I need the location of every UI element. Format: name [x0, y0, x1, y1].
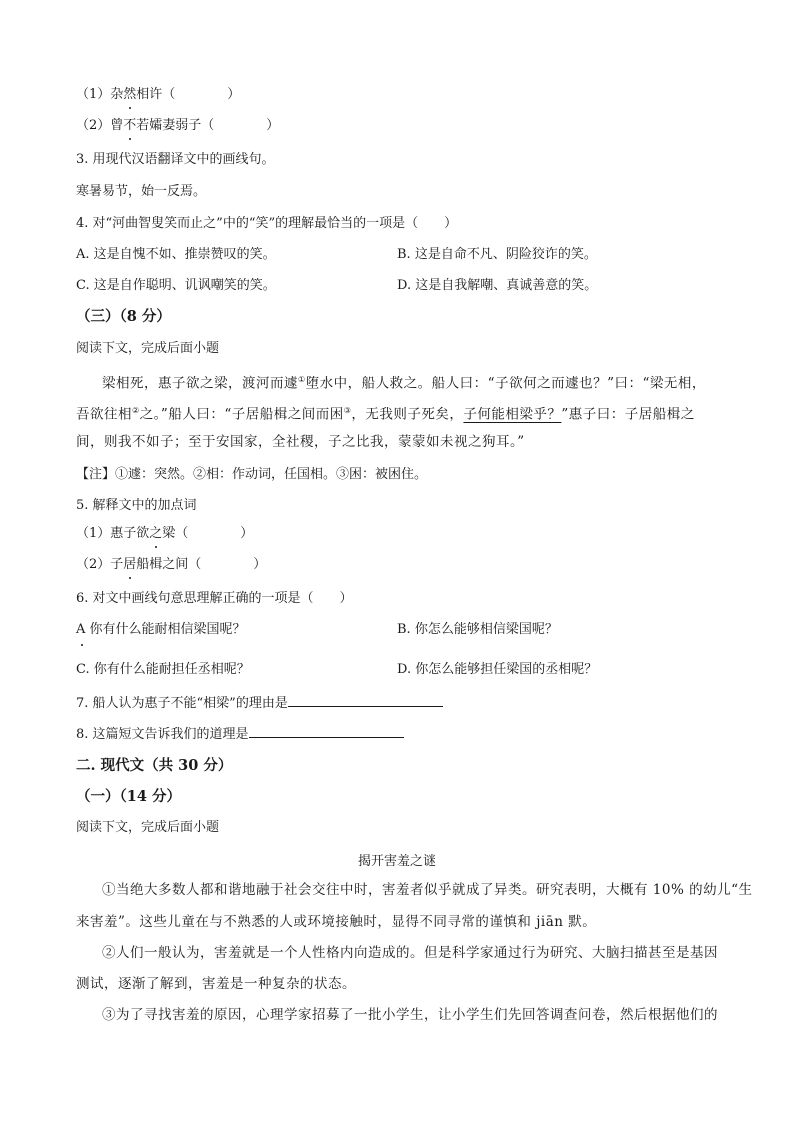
article-p1-line-1: ①当绝大多数人都和谐地融于社会交往中时，害羞者似乎就成了异类。研究表明，大概有 10% 的幼儿“生 — [102, 882, 753, 898]
footnote-ref-3: ③ — [343, 406, 352, 415]
q5-item-2-dotted-word: 居 — [123, 557, 137, 572]
q4-option-d: D. 这是自我解嘲、真诚善意的笑。 — [397, 278, 598, 293]
q1-item-1-suffix: 相许（ ） — [136, 87, 241, 102]
q8 — [76, 725, 404, 744]
q1-item-1 — [76, 86, 240, 104]
q8-stem: 8. 这篇短文告诉我们的道理是 — [76, 727, 249, 742]
article-p2-line-1: ②人们一般认为，害羞就是一个人性格内向造成的。但是科学家通过行为研究、大脑扫描甚至是基因 — [102, 945, 718, 961]
passage-line-2-a: 吾欲往相 — [76, 406, 132, 423]
part-2-heading: 二. 现代文（共 30 分） — [76, 757, 233, 774]
passage-line-3: 间，则我不如子；至于安国家，全社稷，子之比我，蒙蒙如未视之狗耳。” — [76, 434, 525, 450]
q6-option-b: B. 你怎么能够相信梁国呢？ — [397, 622, 558, 637]
q5-item-2 — [76, 556, 266, 574]
footnote-ref-1: ① — [298, 375, 306, 384]
q1-item-2-prefix: （2）曾 — [76, 118, 124, 133]
q1-item-2 — [76, 117, 279, 135]
article-p1-line-2: 来害羞”。这些儿童在与不熟悉的人或环境接触时，显得不同寻常的谨慎和 jiān 默。 — [76, 914, 597, 930]
article-title: 揭开害羞之谜 — [357, 854, 436, 869]
q5-item-1-dotted-word: 之 — [149, 526, 163, 541]
q8-answer-blank[interactable] — [249, 725, 404, 738]
footnote-ref-2: ② — [132, 406, 140, 415]
q5-item-2-prefix: （2）子 — [76, 557, 124, 572]
underlined-sentence: 子何能相梁乎？ — [463, 406, 562, 423]
q5-item-1-prefix: （1）惠子欲 — [76, 526, 150, 541]
q3-stem: 3. 用现代汉语翻译文中的画线句。 — [76, 152, 275, 167]
article-p2-line-2: 测试，逐渐了解到，害羞是一种复杂的状态。 — [76, 976, 356, 992]
q4-option-b: B. 这是自命不凡、阴险狡诈的笑。 — [397, 247, 597, 262]
q4-stem: 4. 对“河曲智叟笑而止之”中的“笑”的理解最恰当的一项是（ ） — [76, 216, 458, 231]
passage-line-1 — [102, 371, 706, 393]
q7-stem: 7. 船人认为惠子不能“相梁”的理由是 — [76, 696, 288, 711]
passage-line-2 — [76, 402, 695, 424]
part-2-sub-heading: （一）（14 分） — [76, 788, 181, 805]
q5-item-2-suffix: 船楫之间（ ） — [136, 557, 267, 572]
q4-option-c: C. 这是自作聪明、讥讽嘲笑的笑。 — [76, 278, 276, 293]
q6-stem: 6. 对文中画线句意思理解正确的一项是（ ） — [76, 591, 353, 606]
passage-line-2-b: 之。”船人曰：“子居船楫之间而困 — [139, 406, 344, 423]
q7 — [76, 694, 443, 713]
passage-line-1-a: 梁相死，惠子欲之梁，渡河而遽 — [102, 375, 298, 392]
passage-line-2-c: ，无我则子死矣， — [351, 406, 464, 423]
passage-line-1-b: 堕水中，船人救之。船人曰：“子欲何之而遽也？”曰：“梁无相， — [305, 375, 706, 392]
passage-line-2-d: ”惠子曰：子居船楫之 — [561, 406, 695, 423]
q5-item-1-suffix: 梁（ ） — [162, 526, 254, 541]
q5-item-1 — [76, 525, 253, 543]
part-2-instruction: 阅读下文，完成后面小题 — [76, 820, 220, 835]
section-3-instruction: 阅读下文，完成后面小题 — [76, 341, 220, 356]
q3-sentence: 寒暑易节，始一反焉。 — [76, 184, 207, 199]
q6-option-a: A 你有什么能耐相信梁国呢？ — [76, 622, 246, 637]
stray-dot-mark — [81, 644, 83, 646]
q4-option-a: A. 这是自愧不如、推崇赞叹的笑。 — [76, 247, 276, 262]
q1-item-2-dotted-word: 不 — [123, 118, 137, 133]
q5-stem: 5. 解释文中的加点词 — [76, 498, 197, 513]
q1-item-1-prefix: （1）杂 — [76, 87, 124, 102]
passage-note: 【注】①遽：突然。②相：作动词，任国相。③困：被困住。 — [76, 467, 428, 482]
q6-option-d: D. 你怎么能够担任梁国的丞相呢？ — [397, 662, 598, 677]
article-p3-line-1: ③为了寻找害羞的原因，心理学家招募了一批小学生，让小学生们先回答调查问卷，然后根据他们的 — [102, 1007, 718, 1023]
q7-answer-blank[interactable] — [288, 694, 443, 707]
q1-item-1-dotted-word: 然 — [123, 87, 137, 102]
section-3-heading: （三）（8 分） — [76, 308, 171, 325]
q6-option-c: C. 你有什么能耐担任丞相呢？ — [76, 662, 250, 677]
q1-item-2-suffix: 若孀妻弱子（ ） — [136, 118, 280, 133]
